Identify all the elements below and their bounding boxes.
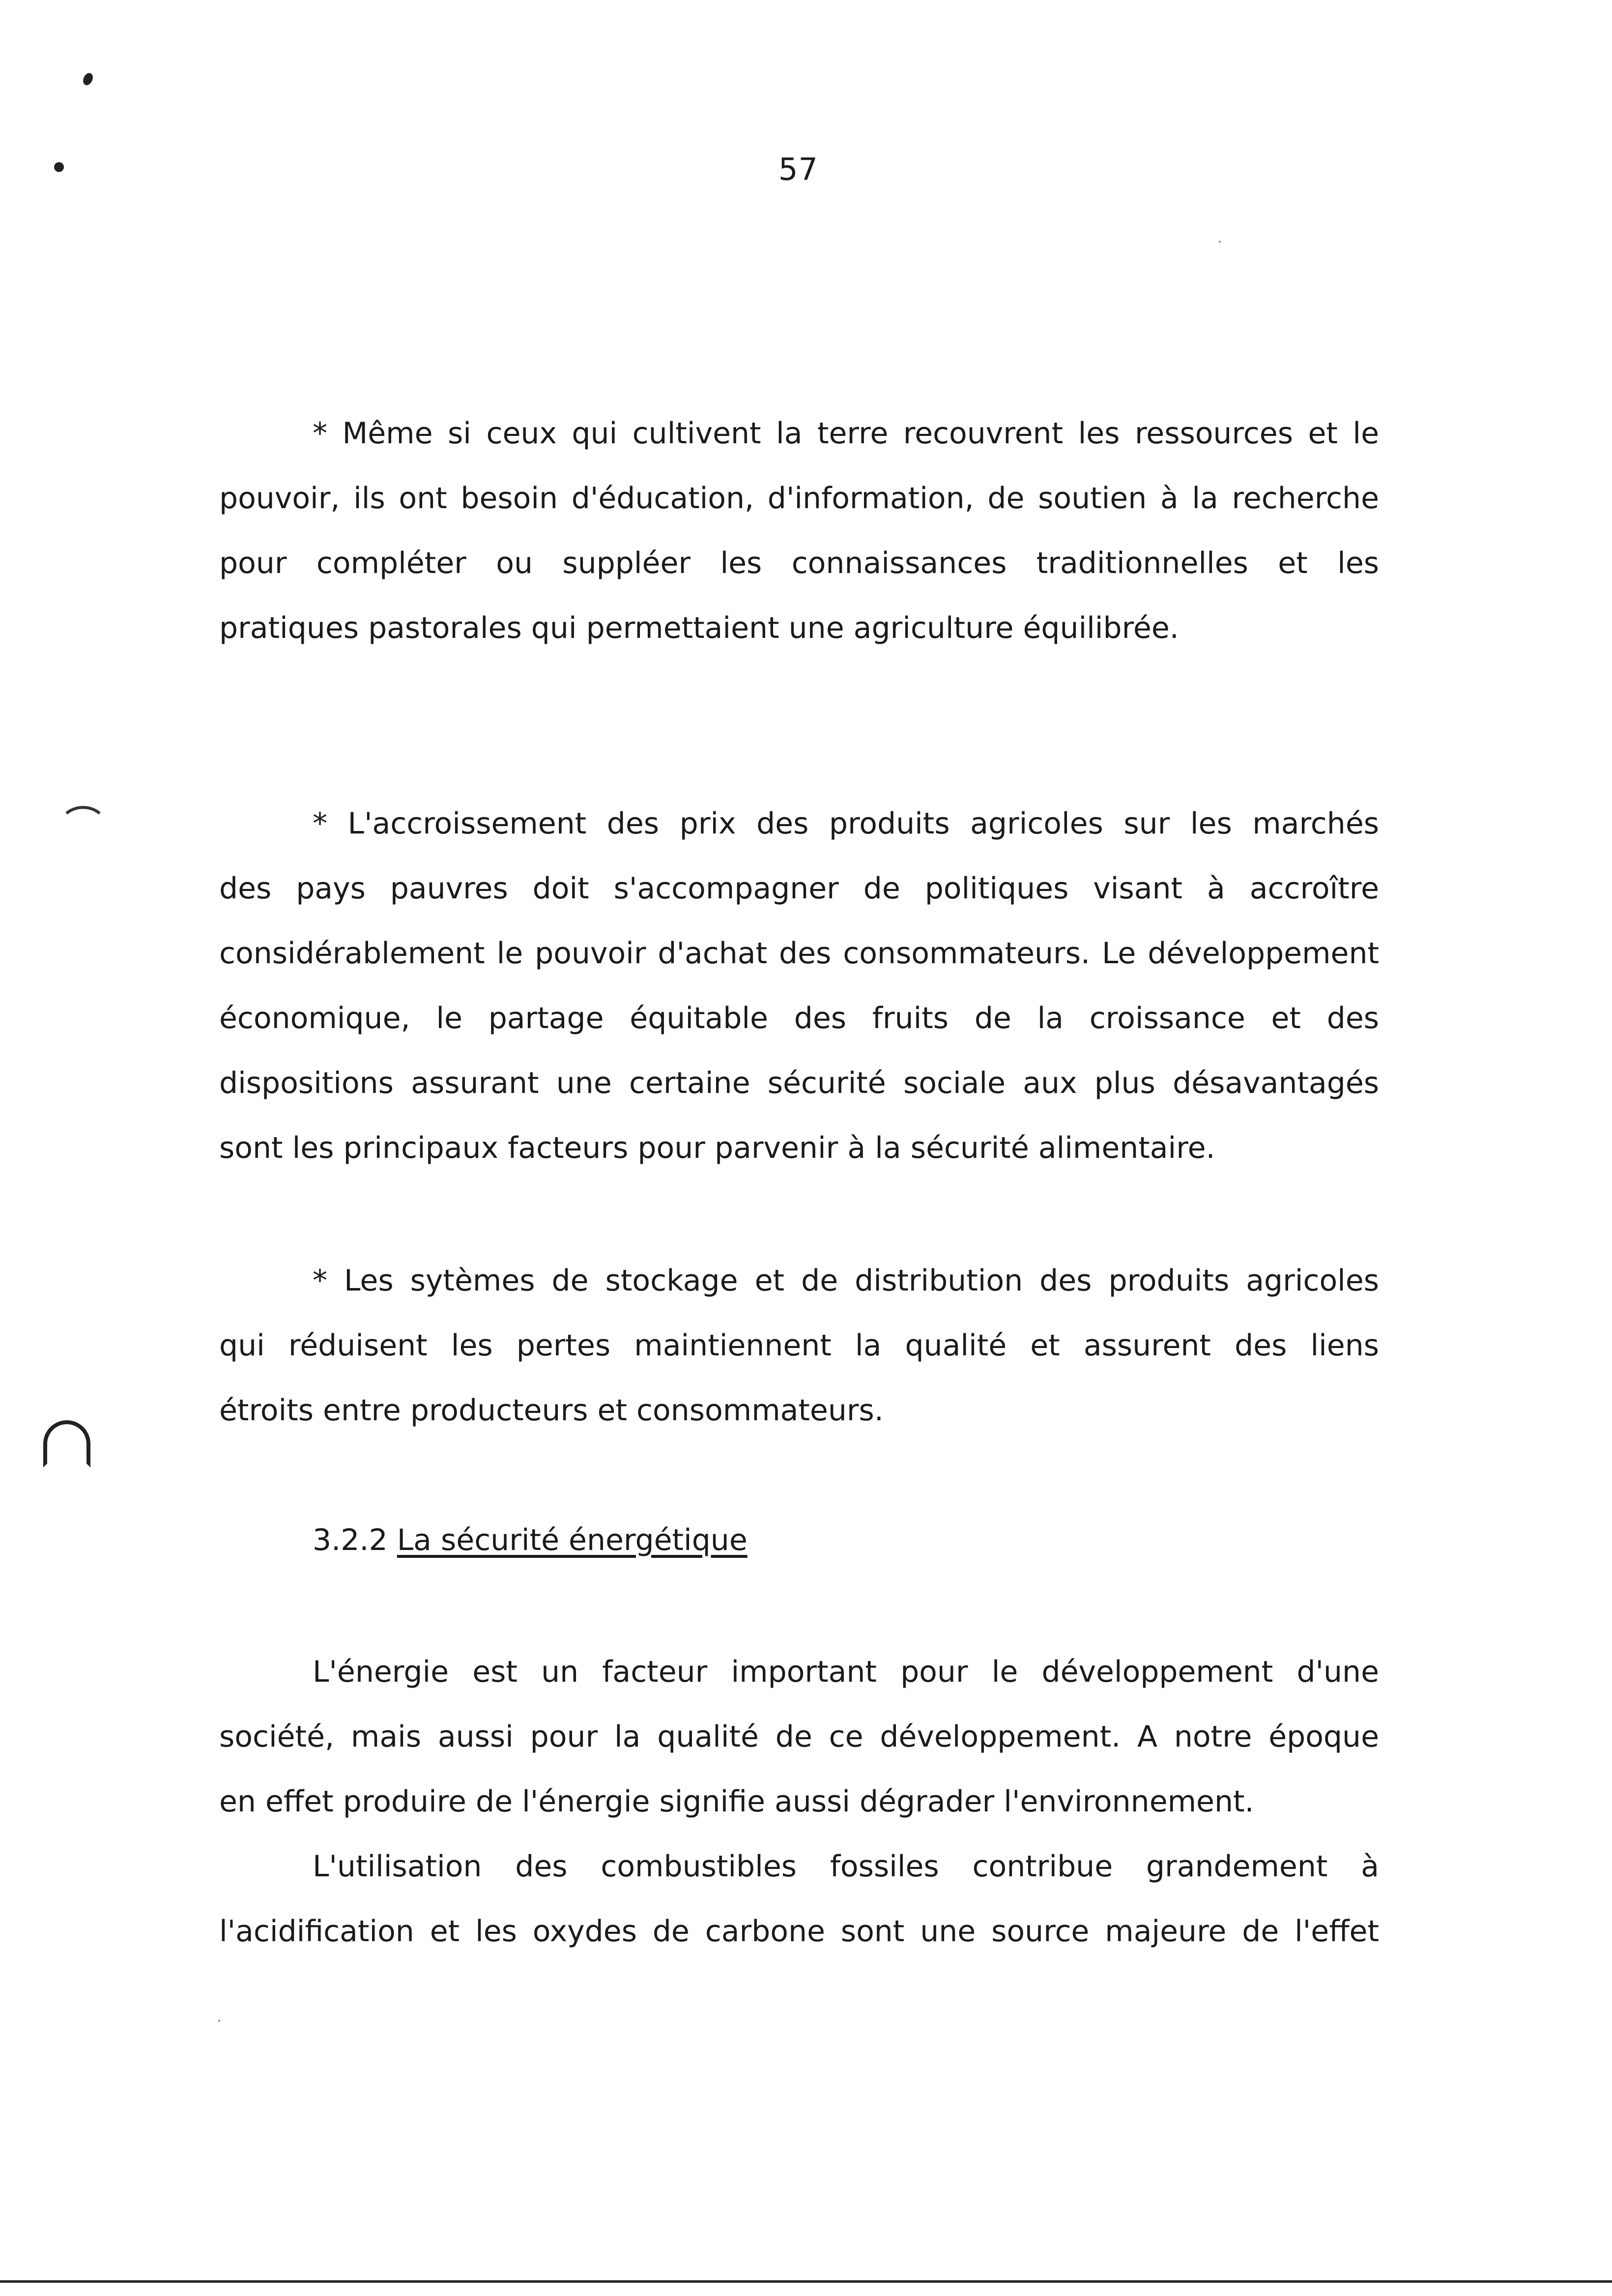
section-title: La sécurité énergétique — [397, 1523, 748, 1557]
paragraph-line: pratiques pastorales qui permettaient une agriculture équilibrée. — [219, 611, 1179, 645]
paragraph-line: étroits entre producteurs et consommateurs. — [219, 1393, 884, 1428]
paragraph-line: en effet produire de l'énergie signifie aussi dégrader l'environnement. — [219, 1784, 1254, 1819]
paragraph-line: L'utilisation des combustibles fossiles contribue grandement à — [313, 1849, 1379, 1884]
margin-mark — [81, 71, 94, 86]
paragraph-line: dispositions assurant une certaine sécurité sociale aux plus désavantagés — [219, 1066, 1379, 1100]
paragraph-line: * Même si ceux qui cultivent la terre recouvrent les ressources et le — [313, 416, 1379, 451]
bottom-rule — [0, 2280, 1612, 2283]
margin-mark — [54, 162, 64, 172]
page-number: 57 — [778, 151, 818, 187]
paragraph-line: qui réduisent les pertes maintiennent la qualité et assurent des liens — [219, 1328, 1379, 1363]
paragraph-line: L'énergie est un facteur important pour le développement d'une — [313, 1655, 1379, 1689]
paragraph-line: société, mais aussi pour la qualité de ce développement. A notre époque — [219, 1720, 1379, 1754]
paragraph-line: l'acidification et les oxydes de carbone sont une source majeure de l'effet — [219, 1914, 1379, 1949]
paragraph-line: * Les sytèmes de stockage et de distribution des produits agricoles — [313, 1263, 1379, 1298]
paragraph-line: pouvoir, ils ont besoin d'éducation, d'information, de soutien à la recherche — [219, 481, 1379, 516]
paragraph-line: pour compléter ou suppléer les connaissances traditionnelles et les — [219, 546, 1379, 580]
scan-speck — [218, 2020, 220, 2022]
margin-mark — [59, 806, 107, 846]
paragraph-line: sont les principaux facteurs pour parvenir à la sécurité alimentaire. — [219, 1131, 1215, 1165]
paragraph-line: des pays pauvres doit s'accompagner de politiques visant à accroître — [219, 871, 1379, 906]
paragraph-line: considérablement le pouvoir d'achat des consommateurs. Le développement — [219, 936, 1379, 971]
scan-speck — [1219, 241, 1221, 243]
paragraph-line: économique, le partage équitable des fruits de la croissance et des — [219, 1001, 1379, 1035]
section-number: 3.2.2 — [313, 1523, 388, 1557]
margin-mark — [43, 1420, 90, 1467]
paragraph-line: * L'accroissement des prix des produits agricoles sur les marchés — [313, 806, 1379, 841]
section-heading — [313, 1508, 748, 1573]
